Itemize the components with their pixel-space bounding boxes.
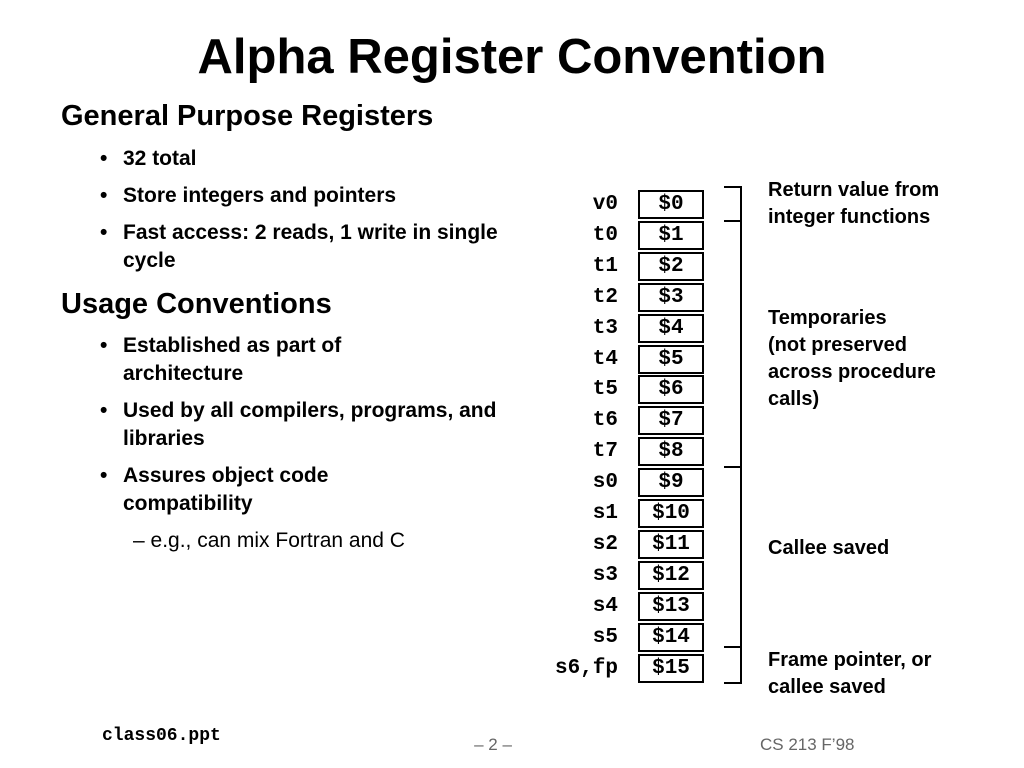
register-cell: $4 — [638, 314, 704, 343]
register-cell: $3 — [638, 283, 704, 312]
bullet-32-total — [100, 145, 540, 173]
desc-frame-pointer — [768, 647, 1013, 701]
bullet-text: 32 total — [123, 147, 197, 170]
desc-line: Temporaries — [768, 307, 887, 329]
desc-temporaries — [768, 305, 1013, 413]
desc-line: callee saved — [768, 676, 886, 698]
register-alias: s5 — [592, 625, 618, 649]
desc-callee-saved: Callee saved — [768, 537, 890, 559]
bullet-dot: • — [100, 334, 108, 357]
register-alias: s0 — [592, 471, 618, 495]
bullet-store-integers — [100, 182, 540, 210]
register-alias: t4 — [592, 347, 618, 371]
register-alias: t0 — [592, 223, 618, 247]
desc-line: across procedure — [768, 361, 936, 383]
bracket-temporaries-vertical — [740, 222, 742, 468]
bullet-dot: • — [100, 464, 108, 487]
bullet-text: Store integers and pointers — [123, 184, 397, 207]
register-alias: t2 — [592, 285, 618, 309]
bullet-dot: • — [100, 184, 108, 207]
register-alias: t1 — [592, 254, 618, 278]
footer-filename: class06.ppt — [102, 726, 221, 746]
bullet-established — [100, 332, 430, 388]
bullet-dot: • — [100, 399, 108, 422]
bullet-dot: • — [100, 147, 108, 170]
register-cell: $13 — [638, 592, 704, 621]
register-cell: $12 — [638, 561, 704, 590]
register-alias: s1 — [592, 502, 618, 525]
register-cell: $8 — [638, 437, 704, 466]
bullet-used-by-all — [100, 397, 545, 453]
footer-page-number: – 2 – — [474, 735, 512, 754]
bullet-text: Assures object code compatibility — [123, 464, 329, 515]
bullet-text: Established as part of architecture — [123, 334, 342, 385]
bracket-return-vertical — [740, 186, 742, 222]
bracket-frame-vertical — [740, 648, 742, 684]
register-alias: s2 — [592, 532, 618, 556]
desc-line: Return value from — [768, 179, 940, 201]
desc-return-value — [768, 177, 1013, 231]
desc-line: (not preserved — [768, 334, 907, 356]
register-cell: $15 — [638, 654, 704, 683]
register-cell: $7 — [638, 406, 704, 435]
register-cell: $5 — [638, 345, 704, 374]
register-alias: v0 — [592, 193, 618, 216]
register-alias: t7 — [592, 440, 618, 464]
register-alias: t5 — [592, 378, 618, 402]
bullet-text: Fast access: 2 reads, 1 write in single cycle — [123, 221, 498, 272]
register-alias: t3 — [592, 316, 618, 340]
bullet-assures-compat — [100, 462, 430, 518]
register-cell: $9 — [638, 468, 704, 497]
desc-line: Frame pointer, or — [768, 649, 932, 671]
slide-title: Alpha Register Convention — [197, 30, 827, 84]
bracket-callee-vertical — [740, 468, 742, 648]
register-cell: $14 — [638, 623, 704, 652]
heading-usage-conventions: Usage Conventions — [61, 288, 332, 320]
bracket-frame-bottom — [724, 682, 742, 684]
register-cell: $1 — [638, 221, 704, 250]
register-alias: s6,fp — [554, 656, 618, 680]
register-cell: $6 — [638, 375, 704, 404]
register-alias: s3 — [592, 563, 618, 587]
register-cell: $10 — [638, 499, 704, 528]
desc-line: integer functions — [768, 206, 931, 228]
register-cell: $2 — [638, 252, 704, 281]
register-alias: t6 — [592, 409, 618, 433]
bullet-dot: • — [100, 221, 108, 244]
subbullet-fortran-c: – e.g., can mix Fortran and C — [133, 529, 405, 552]
heading-general-purpose-registers: General Purpose Registers — [61, 100, 434, 132]
desc-line: calls) — [768, 388, 820, 410]
bullet-fast-access — [100, 219, 520, 275]
register-alias: s4 — [592, 594, 618, 618]
footer-course: CS 213 F’98 — [760, 735, 855, 754]
register-cell: $0 — [638, 190, 704, 219]
register-cell: $11 — [638, 530, 704, 559]
bullet-text: Used by all compilers, programs, and libraries — [123, 399, 497, 450]
